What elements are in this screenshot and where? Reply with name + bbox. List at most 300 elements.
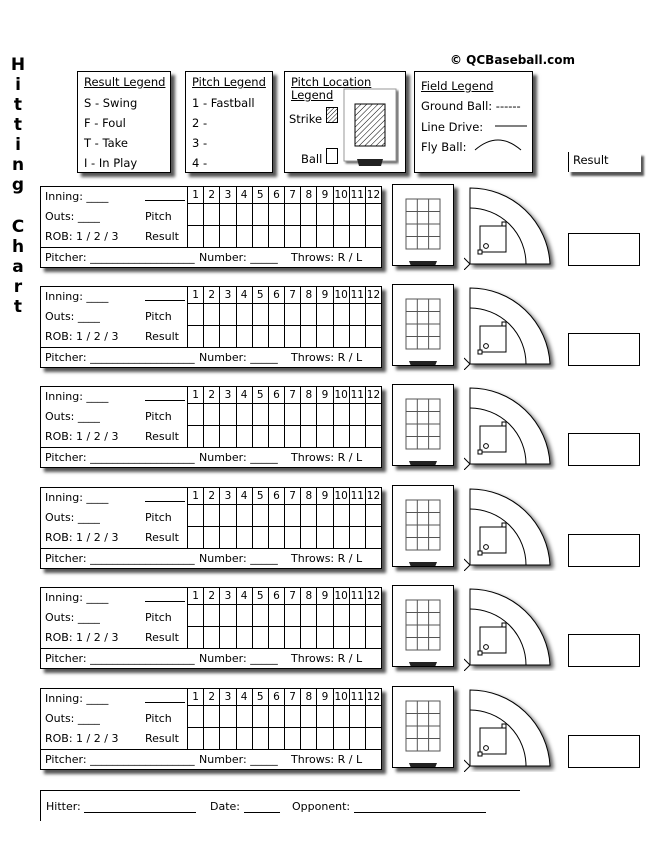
pitch-legend-item: 1 - Fastball xyxy=(192,96,255,110)
pitch-cell[interactable] xyxy=(316,605,332,626)
number-label: Number: _____ xyxy=(199,753,278,766)
title-letter: t xyxy=(13,115,23,135)
pitch-cell[interactable] xyxy=(365,304,381,325)
pitch-number: 3 xyxy=(219,588,235,604)
pitch-number: 2 xyxy=(203,488,219,504)
pitch-cell[interactable] xyxy=(236,204,252,225)
pitch-number: 2 xyxy=(203,287,219,303)
field-diagram-icon[interactable] xyxy=(464,182,560,270)
result-cell[interactable] xyxy=(300,728,316,750)
pitch-number: 5 xyxy=(252,588,268,604)
pitch-grid xyxy=(187,588,381,648)
pitch-number: 10 xyxy=(334,189,348,201)
pitch-number: 9 xyxy=(316,689,332,705)
title-letter: t xyxy=(13,297,23,317)
result-cell[interactable] xyxy=(365,627,381,649)
blank-line xyxy=(145,490,185,502)
pitch-grid xyxy=(187,689,381,749)
pitch-number: 1 xyxy=(187,488,203,504)
throws-label: Throws: R / L xyxy=(291,552,363,565)
pitch-label: Pitch xyxy=(145,210,172,223)
pitch-number: 8 xyxy=(300,488,316,504)
result-cell[interactable] xyxy=(284,627,300,649)
pitch-number: 3 xyxy=(219,689,235,705)
pitch-cell[interactable] xyxy=(365,204,381,225)
pitch-number: 6 xyxy=(268,488,284,504)
pitch-number: 6 xyxy=(268,387,284,403)
result-legend-item: F - Foul xyxy=(84,116,126,130)
pitch-cell[interactable] xyxy=(333,204,349,225)
result-cell[interactable] xyxy=(252,627,268,649)
result-cell[interactable] xyxy=(316,728,332,750)
result-cell[interactable] xyxy=(300,226,316,248)
result-box[interactable] xyxy=(568,735,640,768)
result-cell[interactable] xyxy=(219,326,235,348)
pitch-cell[interactable] xyxy=(236,505,252,526)
result-cell[interactable] xyxy=(268,226,284,248)
pitch-number: 1 xyxy=(187,287,203,303)
pitch-label: Pitch xyxy=(145,611,172,624)
field-diagram-icon[interactable] xyxy=(464,382,560,470)
pitch-number: 1 xyxy=(187,387,203,403)
result-legend-title: Result Legend xyxy=(84,75,166,89)
pitch-number: 11 xyxy=(350,189,364,201)
title-letter: g xyxy=(11,175,25,195)
pitch-cell[interactable] xyxy=(219,505,235,526)
pitch-legend-title: Pitch Legend xyxy=(192,75,266,89)
result-cell[interactable] xyxy=(236,627,252,649)
result-cell[interactable] xyxy=(349,426,365,448)
pitch-number: 4 xyxy=(236,588,252,604)
pitch-cell[interactable] xyxy=(300,706,316,727)
field-diagram-icon[interactable] xyxy=(464,583,560,671)
result-cell[interactable] xyxy=(365,527,381,549)
pitch-cell[interactable] xyxy=(300,605,316,626)
result-cell[interactable] xyxy=(300,326,316,348)
pitch-cell[interactable] xyxy=(268,204,284,225)
result-cell[interactable] xyxy=(284,326,300,348)
result-cell[interactable] xyxy=(365,226,381,248)
pitch-cell[interactable] xyxy=(203,304,219,325)
pitch-number: 9 xyxy=(316,187,332,203)
result-cell[interactable] xyxy=(316,627,332,649)
pitch-cell[interactable] xyxy=(333,304,349,325)
pitch-number-row xyxy=(187,187,381,204)
pitch-cell[interactable] xyxy=(333,605,349,626)
pitcher-line xyxy=(41,347,381,348)
result-cell[interactable] xyxy=(252,326,268,348)
pitch-number: 12 xyxy=(366,490,381,502)
pitch-number: 10 xyxy=(334,691,348,703)
outs-label: Outs: ____ xyxy=(45,310,100,323)
result-cell[interactable] xyxy=(236,728,252,750)
result-box[interactable] xyxy=(568,233,640,266)
pitcher-line xyxy=(41,648,381,649)
result-cell[interactable] xyxy=(316,426,332,448)
pitch-number: 6 xyxy=(268,287,284,303)
pitch-cell[interactable] xyxy=(333,706,349,727)
result-cell[interactable] xyxy=(284,527,300,549)
result-cell[interactable] xyxy=(268,326,284,348)
pitch-cell[interactable] xyxy=(284,204,300,225)
pitcher-label: Pitcher: ___________________ xyxy=(45,451,195,464)
pitch-label: Pitch xyxy=(145,712,172,725)
result-cell[interactable] xyxy=(252,728,268,750)
result-cell[interactable] xyxy=(284,728,300,750)
pitch-cell[interactable] xyxy=(268,505,284,526)
title-letter: r xyxy=(13,277,23,297)
number-label: Number: _____ xyxy=(199,351,278,364)
pitch-number: 7 xyxy=(284,689,300,705)
result-cell[interactable] xyxy=(300,527,316,549)
pitch-cell[interactable] xyxy=(349,706,365,727)
result-label: Result xyxy=(145,330,179,343)
strike-zone-diagram-icon xyxy=(343,88,399,168)
result-cell[interactable] xyxy=(203,426,219,448)
result-cell[interactable] xyxy=(316,527,332,549)
result-cell[interactable] xyxy=(316,326,332,348)
pitch-cell[interactable] xyxy=(365,404,381,425)
result-cell[interactable] xyxy=(349,627,365,649)
pitch-cell[interactable] xyxy=(187,304,203,325)
pitch-grid xyxy=(187,187,381,247)
result-cell[interactable] xyxy=(284,426,300,448)
result-label: Result xyxy=(145,732,179,745)
title-letter: H xyxy=(10,55,26,75)
pitch-number: 7 xyxy=(284,488,300,504)
result-box[interactable] xyxy=(568,433,640,466)
pitch-cell[interactable] xyxy=(349,404,365,425)
pitch-cell[interactable] xyxy=(300,204,316,225)
result-cell[interactable] xyxy=(187,426,203,448)
result-cell[interactable] xyxy=(203,527,219,549)
inning-label: Inning: ____ xyxy=(45,491,109,504)
pitch-number: 11 xyxy=(350,691,364,703)
rob-label: ROB: 1 / 2 / 3 xyxy=(45,230,119,243)
result-box[interactable] xyxy=(568,534,640,567)
pitch-number: 7 xyxy=(284,187,300,203)
result-row xyxy=(187,527,381,549)
result-cell[interactable] xyxy=(203,326,219,348)
pitcher-line xyxy=(41,548,381,549)
inning-label: Inning: ____ xyxy=(45,290,109,303)
pitch-number: 10 xyxy=(334,590,348,602)
number-label: Number: _____ xyxy=(199,652,278,665)
result-cell[interactable] xyxy=(300,627,316,649)
pitch-number: 6 xyxy=(268,689,284,705)
pitch-number: 4 xyxy=(236,287,252,303)
result-row xyxy=(187,226,381,248)
pitch-cell[interactable] xyxy=(203,505,219,526)
line-drive-label: Line Drive: xyxy=(421,120,484,134)
pitch-cell[interactable] xyxy=(219,204,235,225)
result-cell[interactable] xyxy=(333,527,349,549)
pitch-number: 8 xyxy=(300,588,316,604)
result-cell[interactable] xyxy=(300,426,316,448)
pitch-cell[interactable] xyxy=(236,304,252,325)
pitch-cell[interactable] xyxy=(284,605,300,626)
pitch-location-box[interactable] xyxy=(392,184,454,266)
pitch-cell[interactable] xyxy=(284,404,300,425)
pitch-cell[interactable] xyxy=(252,404,268,425)
pitch-cell[interactable] xyxy=(349,605,365,626)
result-cell[interactable] xyxy=(349,728,365,750)
title-letter: t xyxy=(13,95,23,115)
pitch-number: 5 xyxy=(252,387,268,403)
result-row xyxy=(187,627,381,649)
pitch-location-box[interactable] xyxy=(392,686,454,768)
pitch-cell[interactable] xyxy=(333,505,349,526)
result-cell[interactable] xyxy=(268,728,284,750)
number-label: Number: _____ xyxy=(199,251,278,264)
pitcher-label: Pitcher: ___________________ xyxy=(45,251,195,264)
result-cell[interactable] xyxy=(187,226,203,248)
result-cell[interactable] xyxy=(316,226,332,248)
pitch-row xyxy=(187,204,381,226)
pitch-cell[interactable] xyxy=(203,605,219,626)
pitch-location-box[interactable] xyxy=(392,585,454,667)
result-header-label: Result xyxy=(573,153,609,167)
pitch-cell[interactable] xyxy=(203,404,219,425)
pitch-cell[interactable] xyxy=(316,706,332,727)
pitch-cell[interactable] xyxy=(219,404,235,425)
pitch-cell[interactable] xyxy=(284,505,300,526)
pitch-cell[interactable] xyxy=(268,304,284,325)
result-cell[interactable] xyxy=(219,226,235,248)
result-cell[interactable] xyxy=(268,426,284,448)
pitch-cell[interactable] xyxy=(236,404,252,425)
field-diagram-icon[interactable] xyxy=(464,282,560,370)
result-cell[interactable] xyxy=(236,226,252,248)
rob-label: ROB: 1 / 2 / 3 xyxy=(45,330,119,343)
pitch-cell[interactable] xyxy=(316,404,332,425)
line-drive-line-icon xyxy=(495,124,527,128)
pitch-cell[interactable] xyxy=(219,304,235,325)
pitch-number: 6 xyxy=(268,187,284,203)
pitch-grid xyxy=(187,387,381,447)
pitch-number: 8 xyxy=(300,187,316,203)
pitch-cell[interactable] xyxy=(316,505,332,526)
result-cell[interactable] xyxy=(203,627,219,649)
pitch-number: 1 xyxy=(187,588,203,604)
result-cell[interactable] xyxy=(333,226,349,248)
result-cell[interactable] xyxy=(219,426,235,448)
result-cell[interactable] xyxy=(236,426,252,448)
result-box[interactable] xyxy=(568,333,640,366)
pitch-cell[interactable] xyxy=(316,204,332,225)
pitch-number: 10 xyxy=(334,289,348,301)
pitch-location-box[interactable] xyxy=(392,284,454,366)
pitch-cell[interactable] xyxy=(187,505,203,526)
throws-label: Throws: R / L xyxy=(291,753,363,766)
pitch-cell[interactable] xyxy=(349,505,365,526)
pitch-cell[interactable] xyxy=(252,505,268,526)
outs-label: Outs: ____ xyxy=(45,712,100,725)
pitch-location-legend xyxy=(284,71,406,173)
pitch-grid xyxy=(187,488,381,548)
field-diagram-icon[interactable] xyxy=(464,483,560,571)
result-cell[interactable] xyxy=(236,326,252,348)
pitch-number: 4 xyxy=(236,187,252,203)
pitch-cell[interactable] xyxy=(300,404,316,425)
result-cell[interactable] xyxy=(219,627,235,649)
pitch-cell[interactable] xyxy=(365,505,381,526)
pitch-number: 12 xyxy=(366,389,381,401)
result-cell[interactable] xyxy=(187,527,203,549)
inning-label: Inning: ____ xyxy=(45,692,109,705)
blank-line xyxy=(145,691,185,703)
pitch-cell[interactable] xyxy=(252,706,268,727)
pitch-cell[interactable] xyxy=(300,505,316,526)
pitch-cell[interactable] xyxy=(365,706,381,727)
strike-swatch-icon xyxy=(326,107,338,123)
pitch-number: 1 xyxy=(187,689,203,705)
pitch-cell[interactable] xyxy=(284,304,300,325)
result-cell[interactable] xyxy=(236,527,252,549)
pitch-cell[interactable] xyxy=(300,304,316,325)
pitch-cell[interactable] xyxy=(349,204,365,225)
title-letter: C xyxy=(11,217,25,237)
pitch-legend xyxy=(185,71,273,173)
result-cell[interactable] xyxy=(187,728,203,750)
pitch-cell[interactable] xyxy=(203,204,219,225)
rob-label: ROB: 1 / 2 / 3 xyxy=(45,531,119,544)
result-row xyxy=(187,326,381,348)
pitch-number: 9 xyxy=(316,588,332,604)
result-cell[interactable] xyxy=(252,527,268,549)
pitch-location-box[interactable] xyxy=(392,384,454,466)
title-letter: i xyxy=(15,135,21,155)
result-label: Result xyxy=(145,531,179,544)
at-bat-box xyxy=(40,587,382,669)
result-cell[interactable] xyxy=(268,627,284,649)
rob-label: ROB: 1 / 2 / 3 xyxy=(45,430,119,443)
result-cell[interactable] xyxy=(203,728,219,750)
outs-label: Outs: ____ xyxy=(45,511,100,524)
inning-label: Inning: ____ xyxy=(45,390,109,403)
result-cell[interactable] xyxy=(187,627,203,649)
result-column-header xyxy=(568,152,641,172)
pitch-number: 4 xyxy=(236,689,252,705)
pitcher-line xyxy=(41,749,381,750)
pitch-cell[interactable] xyxy=(187,204,203,225)
result-cell[interactable] xyxy=(219,527,235,549)
pitch-number: 7 xyxy=(284,287,300,303)
pitch-cell[interactable] xyxy=(252,304,268,325)
result-label: Result xyxy=(145,430,179,443)
result-legend-item: T - Take xyxy=(84,136,128,150)
at-bat-box xyxy=(40,487,382,569)
pitch-number: 7 xyxy=(284,387,300,403)
fly-ball-label: Fly Ball: xyxy=(421,140,467,154)
pitch-cell[interactable] xyxy=(333,404,349,425)
pitch-number: 8 xyxy=(300,387,316,403)
outs-label: Outs: ____ xyxy=(45,410,100,423)
pitch-number: 5 xyxy=(252,287,268,303)
pitch-number: 8 xyxy=(300,287,316,303)
result-cell[interactable] xyxy=(333,326,349,348)
result-cell[interactable] xyxy=(349,226,365,248)
pitch-cell[interactable] xyxy=(284,706,300,727)
inning-label: Inning: ____ xyxy=(45,591,109,604)
pitch-cell[interactable] xyxy=(268,605,284,626)
at-bat-box xyxy=(40,688,382,770)
blank-line xyxy=(145,389,185,401)
pitch-cell[interactable] xyxy=(349,304,365,325)
pitch-cell[interactable] xyxy=(187,605,203,626)
result-cell[interactable] xyxy=(333,627,349,649)
pitch-row xyxy=(187,505,381,527)
pitch-number: 5 xyxy=(252,187,268,203)
pitch-number: 10 xyxy=(334,490,348,502)
ball-swatch-icon xyxy=(326,148,338,164)
result-cell[interactable] xyxy=(349,527,365,549)
pitch-number: 2 xyxy=(203,187,219,203)
result-cell[interactable] xyxy=(203,226,219,248)
throws-label: Throws: R / L xyxy=(291,251,363,264)
pitch-cell[interactable] xyxy=(219,605,235,626)
result-cell[interactable] xyxy=(284,226,300,248)
result-cell[interactable] xyxy=(365,728,381,750)
pitch-cell[interactable] xyxy=(187,404,203,425)
pitch-number: 2 xyxy=(203,588,219,604)
result-cell[interactable] xyxy=(333,426,349,448)
result-cell[interactable] xyxy=(268,527,284,549)
date-label: Date: xyxy=(210,800,280,813)
field-diagram-icon[interactable] xyxy=(464,684,560,772)
pitch-cell[interactable] xyxy=(236,706,252,727)
blank-line xyxy=(145,590,185,602)
pitch-legend-item: 4 - xyxy=(192,156,208,170)
pitch-cell[interactable] xyxy=(252,204,268,225)
result-box[interactable] xyxy=(568,634,640,667)
result-cell[interactable] xyxy=(252,226,268,248)
result-cell[interactable] xyxy=(333,728,349,750)
result-cell[interactable] xyxy=(219,728,235,750)
pitch-legend-item: 3 - xyxy=(192,136,208,150)
result-cell[interactable] xyxy=(187,326,203,348)
pitch-cell[interactable] xyxy=(316,304,332,325)
result-cell[interactable] xyxy=(365,426,381,448)
pitch-number: 1 xyxy=(187,187,203,203)
throws-label: Throws: R / L xyxy=(291,652,363,665)
pitch-number: 6 xyxy=(268,588,284,604)
pitch-number: 4 xyxy=(236,488,252,504)
result-cell[interactable] xyxy=(365,326,381,348)
pitch-cell[interactable] xyxy=(236,605,252,626)
result-cell[interactable] xyxy=(252,426,268,448)
pitch-cell[interactable] xyxy=(365,605,381,626)
at-bat-box xyxy=(40,386,382,468)
pitch-cell[interactable] xyxy=(219,706,235,727)
blank-line xyxy=(145,189,185,201)
inning-label: Inning: ____ xyxy=(45,190,109,203)
throws-label: Throws: R / L xyxy=(291,451,363,464)
pitch-cell[interactable] xyxy=(268,404,284,425)
pitch-number: 2 xyxy=(203,387,219,403)
pitch-number: 5 xyxy=(252,488,268,504)
pitch-location-legend-title: Pitch Location xyxy=(291,75,372,89)
pitch-cell[interactable] xyxy=(187,706,203,727)
rob-label: ROB: 1 / 2 / 3 xyxy=(45,732,119,745)
pitch-number: 12 xyxy=(366,691,381,703)
pitch-cell[interactable] xyxy=(203,706,219,727)
pitch-number: 9 xyxy=(316,387,332,403)
pitch-cell[interactable] xyxy=(252,605,268,626)
result-cell[interactable] xyxy=(349,326,365,348)
pitch-cell[interactable] xyxy=(268,706,284,727)
pitch-location-box[interactable] xyxy=(392,485,454,567)
